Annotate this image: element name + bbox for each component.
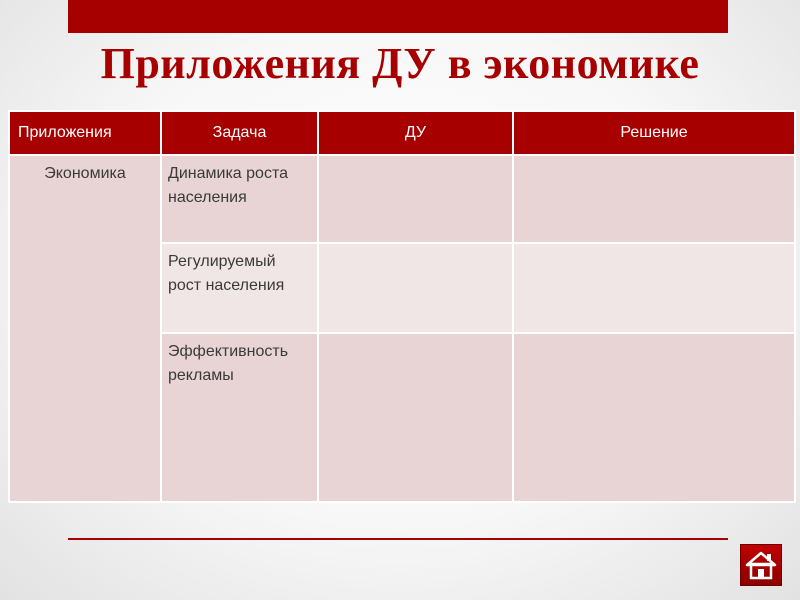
solution-cell	[513, 333, 795, 502]
header-applications: Приложения	[9, 111, 161, 155]
home-icon	[741, 545, 781, 585]
task-cell: Эффективность рекламы	[161, 333, 318, 502]
de-cell	[318, 155, 513, 243]
slide-title: Приложения ДУ в экономике	[100, 39, 700, 88]
de-cell	[318, 243, 513, 333]
applications-table	[8, 110, 796, 503]
table-header-row	[9, 111, 795, 155]
header-de: ДУ	[318, 111, 513, 155]
header-solution: Решение	[513, 111, 795, 155]
table-row	[9, 155, 795, 243]
home-button[interactable]	[740, 544, 782, 586]
top-accent-bar	[68, 0, 728, 33]
sector-cell: Экономика	[9, 155, 161, 502]
header-task: Задача	[161, 111, 318, 155]
bottom-accent-line	[68, 538, 728, 540]
solution-cell	[513, 155, 795, 243]
task-cell: Динамика роста населения	[161, 155, 318, 243]
solution-cell	[513, 243, 795, 333]
task-cell: Регулируемый рост населения	[161, 243, 318, 333]
de-cell	[318, 333, 513, 502]
